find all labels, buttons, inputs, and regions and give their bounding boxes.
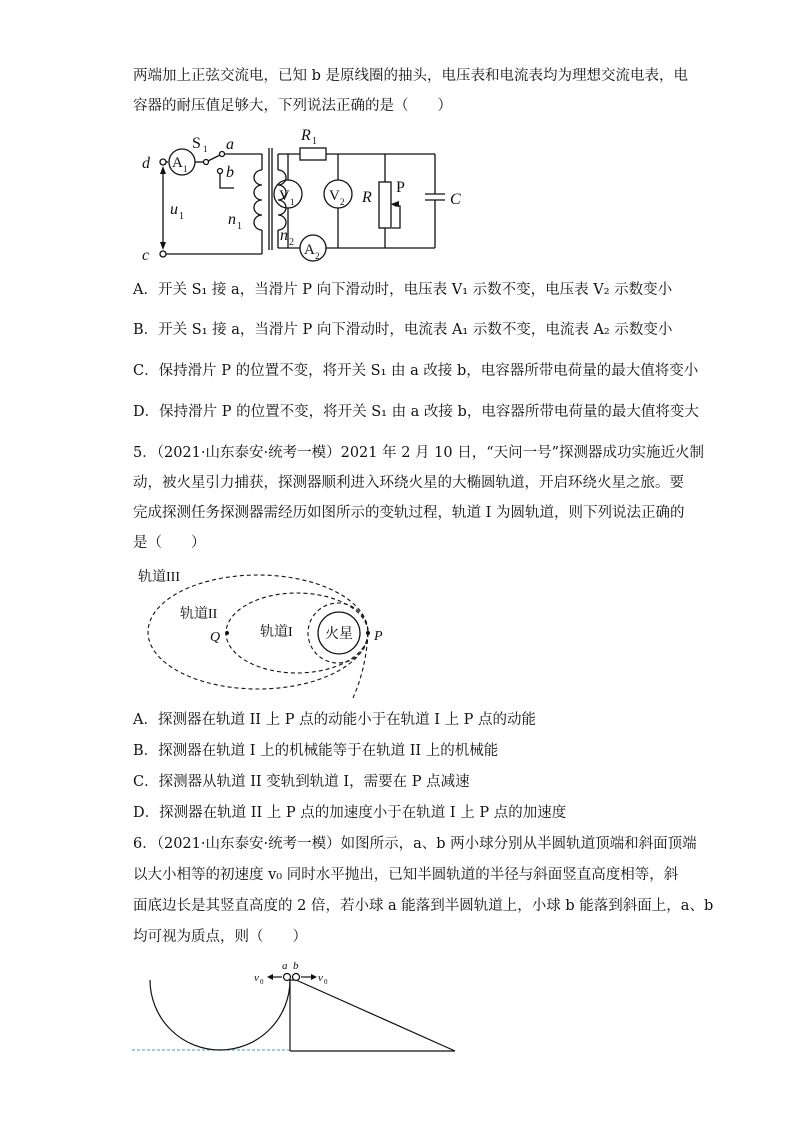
svg-text:A: A — [172, 155, 183, 171]
ball-b — [293, 974, 300, 981]
q4-option-c: C．保持滑片 P 的位置不变，将开关 S₁ 由 a 改接 b，电容器所带电荷量的最大值将变小 — [133, 363, 699, 379]
terminal-d — [160, 159, 166, 165]
label-a2: A — [304, 242, 315, 258]
ball-a — [284, 974, 291, 981]
mars-orbit-diagram — [130, 560, 400, 710]
projectile-diagram — [130, 958, 470, 1058]
label-p-orbit: P — [374, 629, 383, 644]
label-ball-b: b — [293, 960, 299, 972]
label-u1: u — [170, 201, 178, 218]
svg-text:1: 1 — [183, 164, 188, 174]
q6-stem-line-4: 均可视为质点，则（ ） — [133, 929, 307, 945]
q5-stem-line-1: 5．（2021·山东泰安·统考一模）2021 年 2 月 10 日，“天问一号”探测器成功实施近火制 — [133, 445, 705, 461]
primary-coil — [254, 170, 262, 230]
q6-stem-line-2: 以大小相等的初速度 v₀ 同时水平抛出，已知半圆轨道的半径与斜面竖直高度相等，斜 — [133, 867, 679, 883]
svg-text:1: 1 — [179, 211, 184, 222]
q5-option-c: C．探测器从轨道 II 变轨到轨道 I，需要在 P 点减速 — [133, 774, 470, 790]
label-n2: n — [280, 227, 288, 244]
point-q — [225, 631, 229, 635]
label-v2: V — [329, 188, 340, 204]
svg-text:1: 1 — [237, 221, 242, 232]
label-p: P — [396, 179, 405, 196]
q4-stem-line-1: 两端加上正弦交流电，已知 b 是原线圈的抽头，电压表和电流表均为理想交流电表，电 — [133, 68, 688, 84]
switch-s1-blade — [208, 155, 220, 161]
q6-stem-line-3: 面底边长是其竖直高度的 2 倍，若小球 a 能落到半圆轨道上，小球 b 能落到斜面上，a、b — [133, 898, 714, 914]
svg-text:1: 1 — [290, 197, 295, 207]
label-v0-left: v — [254, 972, 259, 984]
incline — [296, 980, 455, 1051]
resistor-r1 — [300, 148, 326, 160]
q5-stem-line-3: 完成探测任务探测器需经历如图所示的变轨过程，轨道 I 为圆轨道，则下列说法正确的 — [133, 505, 685, 521]
label-c: c — [142, 247, 150, 264]
q4-option-a: A．开关 S₁ 接 a，当滑片 P 向下滑动时，电压表 V₁ 示数不变，电压表 V₂ 示数变小 — [133, 282, 673, 298]
q5-option-a: A．探测器在轨道 II 上 P 点的动能小于在轨道 I 上 P 点的动能 — [133, 712, 537, 728]
label-b: b — [226, 164, 234, 181]
transformer-circuit-diagram — [130, 118, 480, 268]
label-d: d — [142, 155, 150, 172]
label-s1: S — [192, 135, 201, 152]
label-orbit-i: 轨道I — [260, 625, 293, 640]
svg-text:2: 2 — [340, 197, 345, 207]
label-mars: 火星 — [325, 627, 353, 642]
label-r1: R — [301, 127, 311, 144]
label-v0-right: v — [318, 972, 323, 984]
rheostat-r — [379, 182, 391, 228]
q5-stem-line-2: 动，被火星引力捕获，探测器顺利进入环绕火星的大椭圆轨道，开启环绕火星之旅。要 — [133, 475, 684, 491]
point-p — [366, 631, 370, 635]
slider-p — [392, 206, 400, 228]
label-ball-a: a — [282, 960, 288, 972]
label-orbit-iii: 轨道III — [138, 570, 180, 585]
svg-text:2: 2 — [289, 237, 294, 248]
svg-text:1: 1 — [203, 144, 208, 154]
terminal-c — [160, 251, 166, 257]
label-v1: V — [279, 188, 290, 204]
q4-stem-line-2: 容器的耐压值足够大，下列说法正确的是（ ） — [133, 98, 452, 114]
svg-text:0: 0 — [260, 978, 264, 986]
q4-option-d: D．保持滑片 P 的位置不变，将开关 S₁ 由 a 改接 b，电容器所带电荷量的最大值将变大 — [133, 404, 699, 420]
label-r: R — [362, 189, 372, 206]
q6-stem-line-1: 6．（2021·山东泰安·统考一模）如图所示，a、b 两小球分别从半圆轨道顶端和斜面顶端 — [133, 836, 697, 852]
q4-option-b: B．开关 S₁ 接 a，当滑片 P 向下滑动时，电流表 A₁ 示数不变，电流表 A₂ 示数变小 — [133, 322, 673, 338]
label-q: Q — [210, 630, 221, 645]
label-n1: n — [228, 211, 236, 228]
label-orbit-ii: 轨道II — [180, 607, 218, 622]
svg-text:1: 1 — [312, 136, 317, 147]
svg-text:2: 2 — [315, 251, 320, 261]
q5-option-b: B．探测器在轨道 I 上的机械能等于在轨道 II 上的机械能 — [133, 743, 499, 759]
svg-text:0: 0 — [324, 978, 328, 986]
q5-option-d: D．探测器在轨道 II 上 P 点的加速度小于在轨道 I 上 P 点的加速度 — [133, 805, 567, 821]
semicircle-track — [150, 980, 290, 1050]
label-cap-c: C — [450, 191, 461, 208]
label-a: a — [226, 136, 234, 153]
q5-stem-line-4: 是（ ） — [133, 535, 206, 551]
